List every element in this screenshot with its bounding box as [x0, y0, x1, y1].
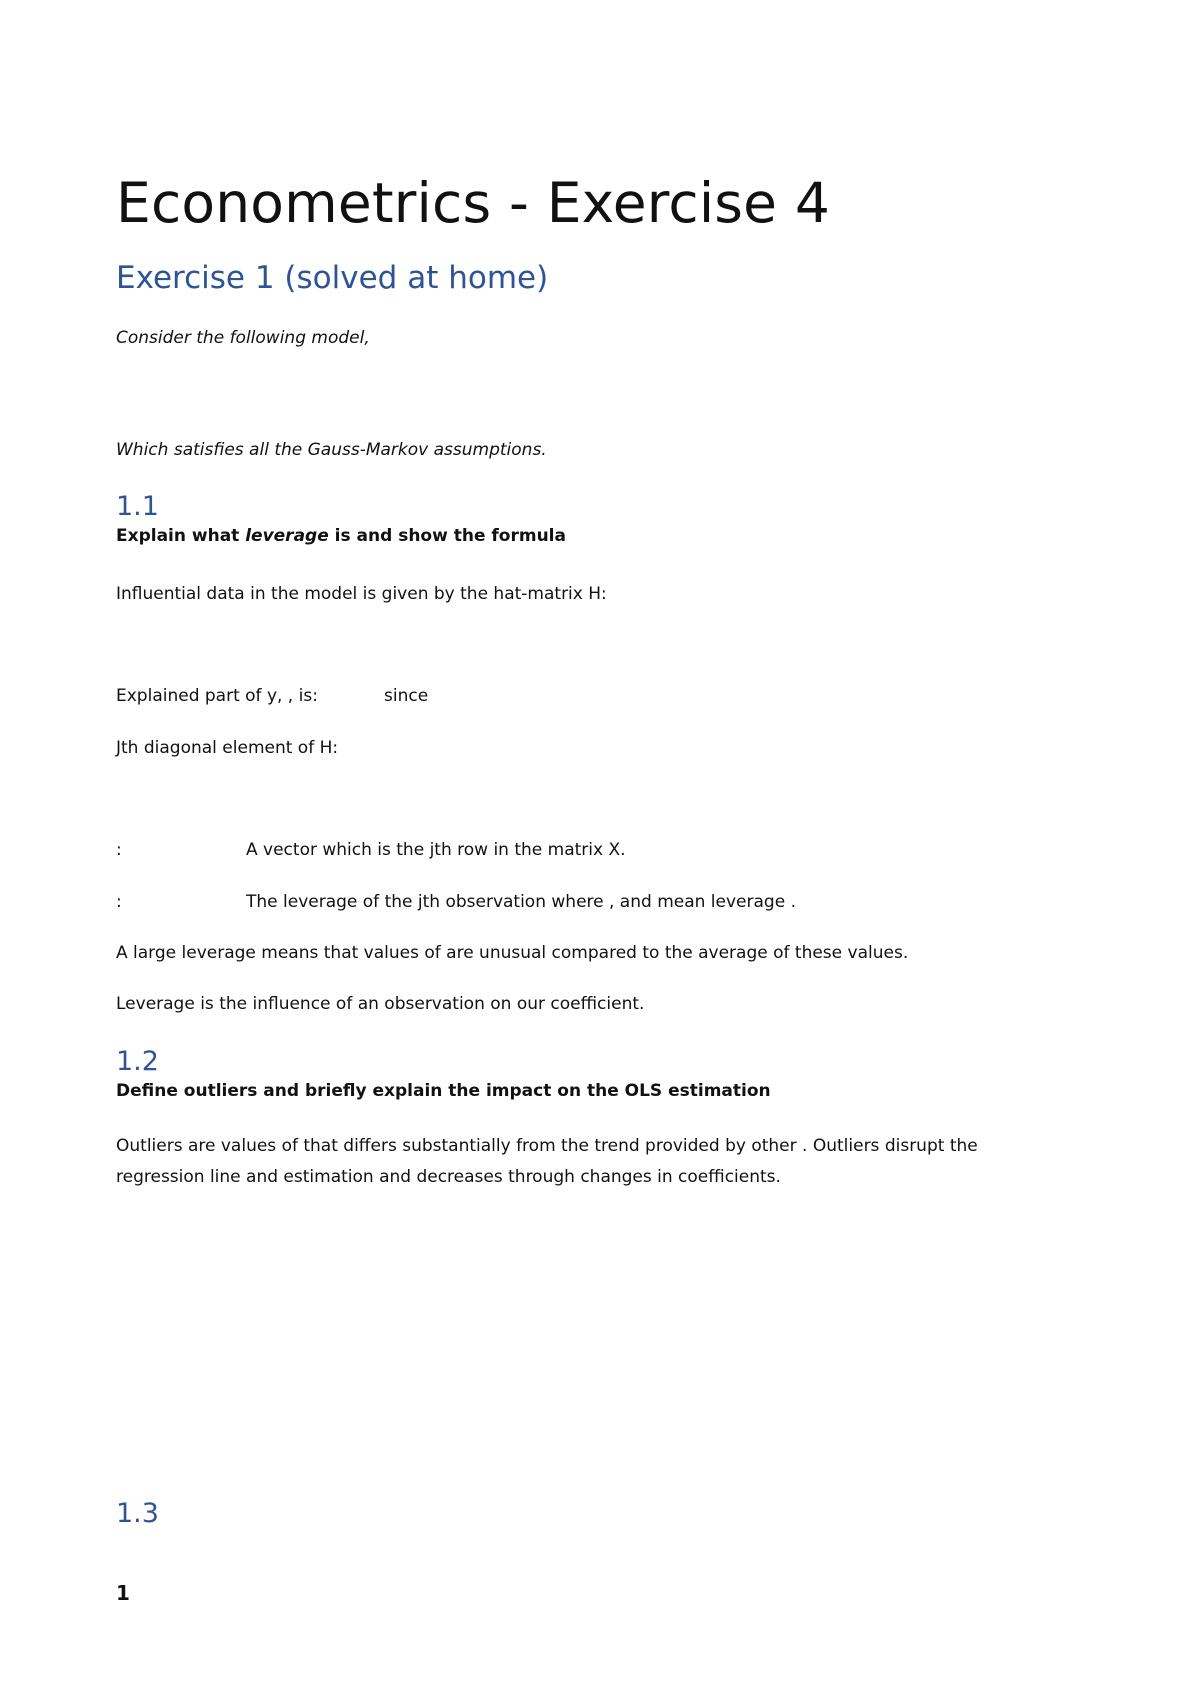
- outliers-answer-text: Outliers are values of that differs substantially from the trend provided by other . Outliers disrupt the regression line and estimation and decreases through changes in coefficients.: [116, 1136, 978, 1187]
- influential-data-text: Influential data in the model is given by the hat-matrix H:: [116, 584, 607, 604]
- jth-diagonal-text: Jth diagonal element of H:: [116, 738, 339, 758]
- exercise-heading: Exercise 1 (solved at home): [116, 260, 549, 296]
- section-number-1-2: 1.2: [116, 1046, 159, 1077]
- question-1-1-pre: Explain what: [116, 526, 246, 546]
- assumption-text: Which satisfies all the Gauss-Markov assumptions.: [116, 440, 547, 460]
- since-text: since: [384, 686, 429, 706]
- definition-2-text: The leverage of the jth observation where , and mean leverage .: [246, 892, 796, 912]
- leverage-influence-text: Leverage is the influence of an observation on our coefficient.: [116, 994, 645, 1014]
- question-1-1: [116, 524, 566, 548]
- explained-part-text: Explained part of y, , is:: [116, 686, 318, 706]
- question-1-1-post: is and show the formula: [328, 526, 566, 546]
- definition-1-text: A vector which is the jth row in the matrix X.: [246, 840, 626, 860]
- question-1-1-emphasis: leverage: [245, 526, 329, 546]
- definition-2-label: :: [116, 892, 122, 912]
- intro-text: Consider the following model,: [116, 328, 370, 348]
- document-title: Econometrics - Exercise 4: [116, 171, 831, 235]
- question-1-2: Define outliers and briefly explain the impact on the OLS estimation: [116, 1081, 771, 1101]
- page-number: 1: [116, 1581, 130, 1605]
- definition-1-label: :: [116, 840, 122, 860]
- large-leverage-text: A large leverage means that values of are unusual compared to the average of these values.: [116, 943, 909, 963]
- section-number-1-3: 1.3: [116, 1498, 159, 1529]
- section-number-1-1: 1.1: [116, 491, 159, 522]
